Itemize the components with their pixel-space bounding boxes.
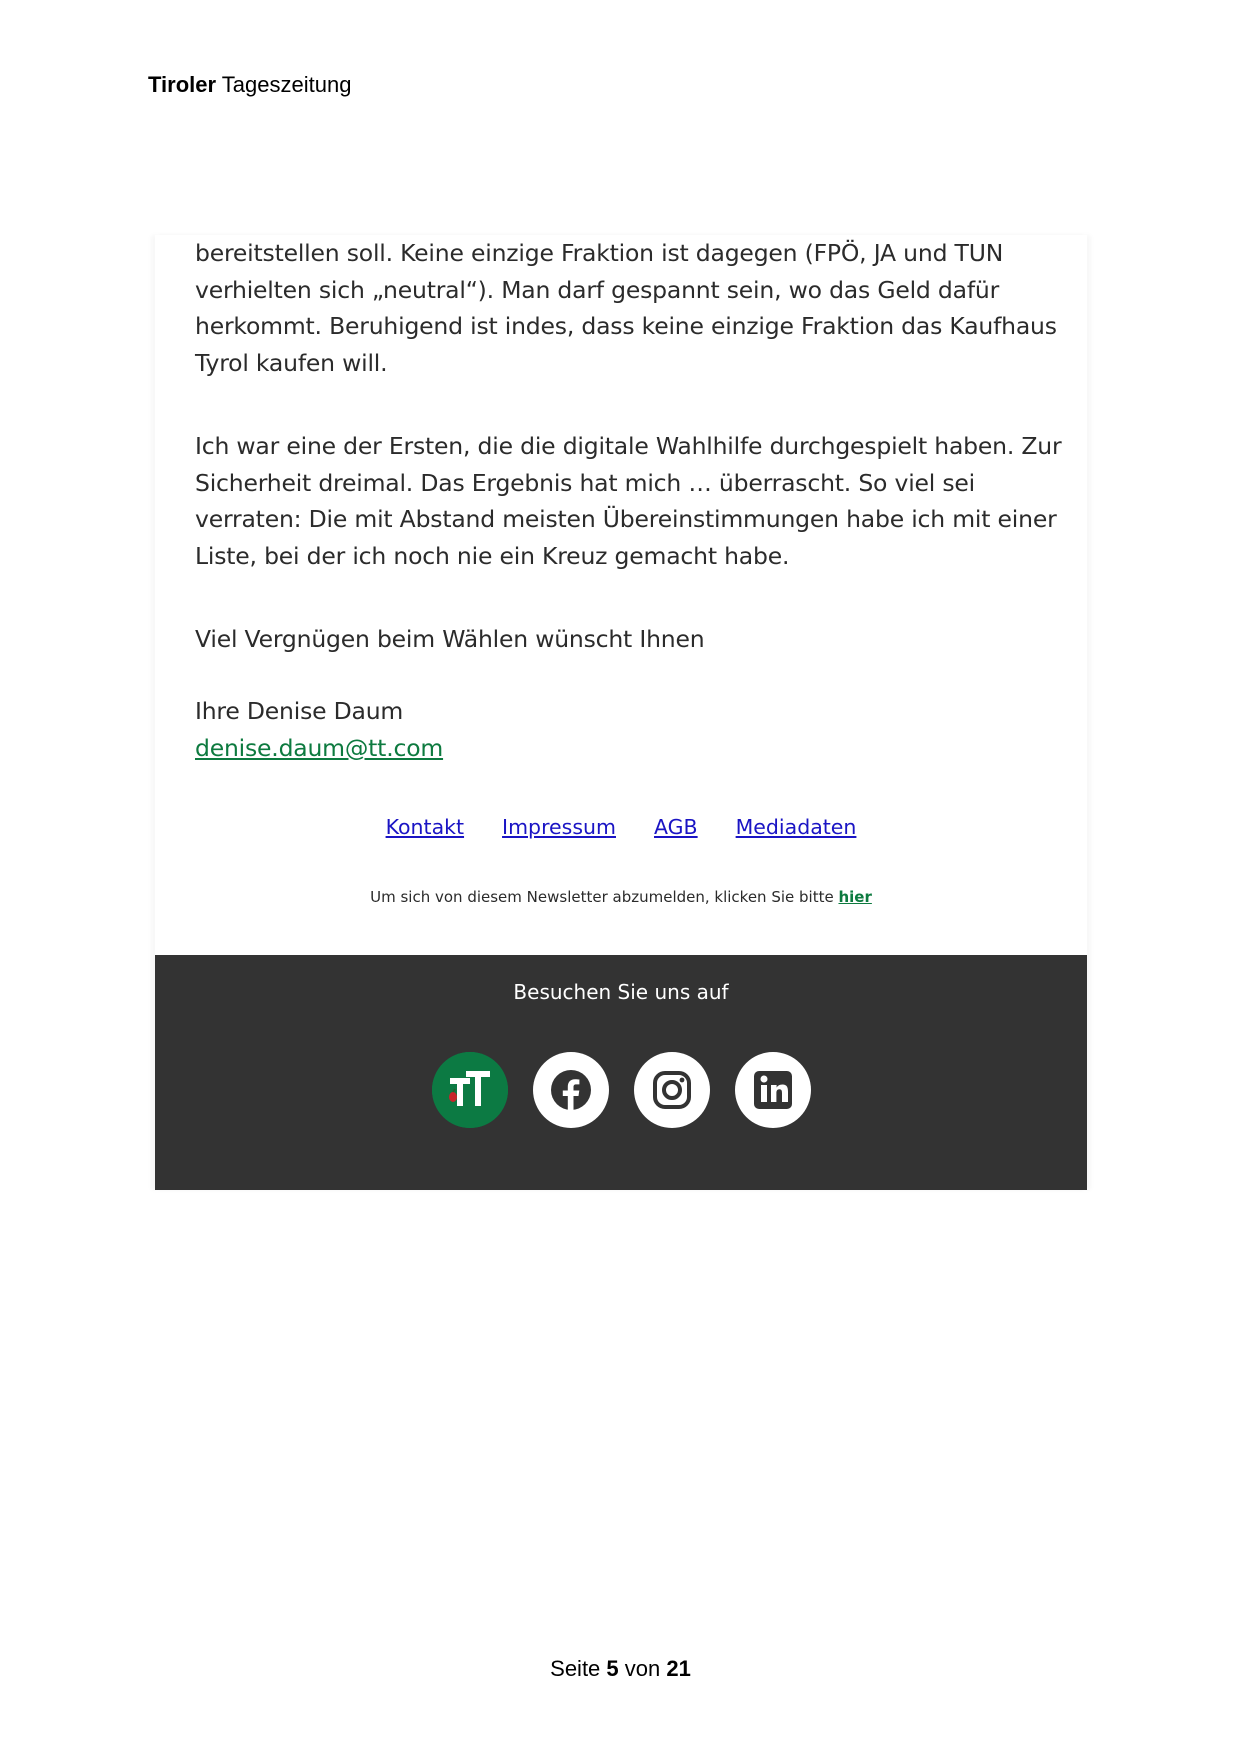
brand-name-rest: Tageszeitung [221, 72, 352, 97]
impressum-link[interactable]: Impressum [502, 815, 616, 839]
social-icons [155, 1052, 1087, 1128]
social-bar [155, 955, 1087, 1190]
unsubscribe-link[interactable]: hier [838, 888, 872, 906]
page-number [0, 1656, 1241, 1682]
unsubscribe-notice [155, 888, 1087, 906]
page-header [148, 72, 351, 98]
article-paragraph: Ich war eine der Ersten, die die digitale Wahlhilfe durchgespielt haben. Zur Sicherheit dreimal. Das Ergebnis hat mich … überrascht. So viel sei verraten: Die mit Abstand meisten Übereinstimmungen habe ich mit einer Liste, bei der ich noch nie ein Kreuz gemacht habe. [195, 432, 1062, 570]
social-title: Besuchen Sie uns auf [513, 980, 729, 1004]
facebook-icon[interactable] [533, 1052, 609, 1128]
closing-line: Viel Vergnügen beim Wählen wünscht Ihnen [195, 625, 705, 653]
newsletter-card [155, 235, 1087, 1190]
agb-link[interactable]: AGB [654, 815, 698, 839]
signature-name: Ihre Denise Daum [195, 697, 404, 725]
mediadaten-link[interactable]: Mediadaten [735, 815, 857, 839]
instagram-icon[interactable] [634, 1052, 710, 1128]
unsubscribe-text: Um sich von diesem Newsletter abzumelden, klicken Sie bitte [370, 888, 839, 906]
current-page: 5 [606, 1656, 619, 1681]
page-label: Seite [550, 1656, 607, 1681]
total-pages: 21 [666, 1656, 691, 1681]
linkedin-icon[interactable] [735, 1052, 811, 1128]
page-of-label: von [618, 1656, 667, 1681]
author-email-link[interactable]: denise.daum@tt.com [195, 734, 444, 762]
footer-links [155, 815, 1087, 839]
tt-logo-icon[interactable] [432, 1052, 508, 1128]
kontakt-link[interactable]: Kontakt [385, 815, 465, 839]
brand-name-bold: Tiroler [148, 72, 217, 97]
article-paragraph: bereitstellen soll. Keine einzige Fraktion ist dagegen (FPÖ, JA und TUN verhielten sich „neutral“). Man darf gespannt sein, wo das Geld dafür herkommt. Beruhigend ist indes, dass keine einzige Fraktion das Kaufhaus Tyrol kaufen will. [195, 239, 1057, 377]
